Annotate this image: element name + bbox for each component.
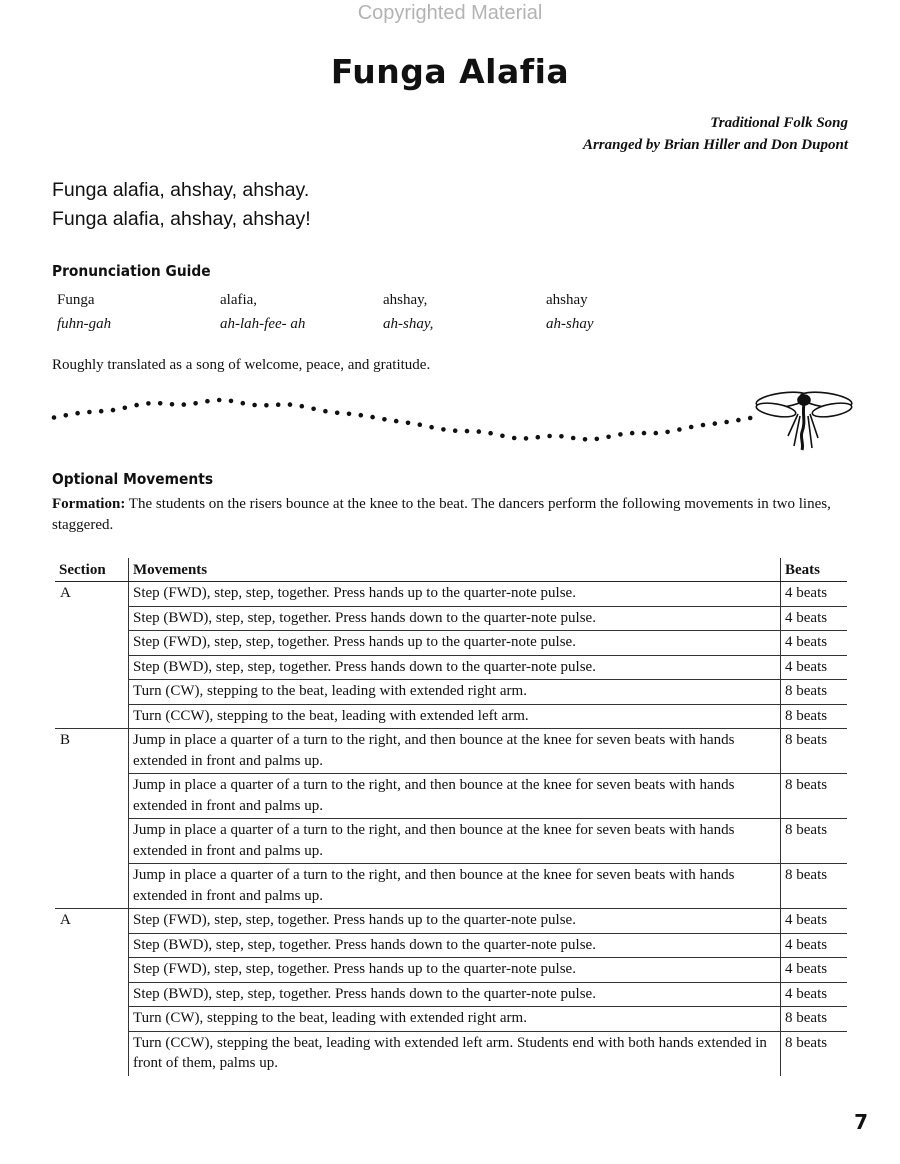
beats-cell: 4 beats xyxy=(781,909,848,934)
table-row xyxy=(55,819,847,864)
page-number: 7 xyxy=(854,1110,868,1134)
pronunciation-column xyxy=(57,288,217,336)
table-row xyxy=(55,1031,847,1076)
path-dot xyxy=(642,431,647,436)
lyrics-line: Funga alafia, ahshay, ahshay! xyxy=(52,208,311,230)
path-dot xyxy=(595,437,600,442)
movements-heading: Optional Movements xyxy=(52,470,214,488)
column-header-section: Section xyxy=(55,558,129,582)
path-dot xyxy=(193,401,198,406)
path-dot xyxy=(606,435,611,440)
beats-cell: 4 beats xyxy=(781,933,848,958)
path-dot xyxy=(394,419,399,424)
formation-text: The students on the risers bounce at the knee to the beat. The dancers perform the following movements in two lines, staggered. xyxy=(52,496,831,533)
path-dot xyxy=(276,402,281,407)
table-row xyxy=(55,582,847,607)
path-dot xyxy=(429,425,434,430)
movement-cell: Step (BWD), step, step, together. Press hands down to the quarter-note pulse. xyxy=(129,655,781,680)
path-dot xyxy=(665,430,670,435)
beats-cell: 4 beats xyxy=(781,982,848,1007)
path-dot xyxy=(583,437,588,442)
path-dot xyxy=(382,417,387,422)
movement-cell: Jump in place a quarter of a turn to the right, and then bounce at the knee for seven beats with hands extended in front and palms up. xyxy=(129,864,781,909)
path-dot xyxy=(488,431,493,436)
movement-cell: Step (FWD), step, step, together. Press hands up to the quarter-note pulse. xyxy=(129,909,781,934)
beats-cell: 8 beats xyxy=(781,729,848,774)
lyrics xyxy=(52,176,311,234)
table-row xyxy=(55,864,847,909)
movement-cell: Step (BWD), step, step, together. Press hands down to the quarter-note pulse. xyxy=(129,933,781,958)
movement-cell: Step (FWD), step, step, together. Press hands up to the quarter-note pulse. xyxy=(129,631,781,656)
table-row xyxy=(55,606,847,631)
path-dot xyxy=(288,402,293,407)
movement-cell: Turn (CCW), stepping to the beat, leading with extended left arm. xyxy=(129,704,781,729)
table-row xyxy=(55,729,847,774)
path-dot xyxy=(359,413,364,418)
path-dot xyxy=(311,407,316,412)
movement-cell: Step (FWD), step, step, together. Press hands up to the quarter-note pulse. xyxy=(129,582,781,607)
pronunciation-column xyxy=(383,288,543,336)
pronunciation-heading: Pronunciation Guide xyxy=(52,262,211,280)
section-label: A xyxy=(55,582,129,729)
dotted-path-illustration xyxy=(40,380,860,460)
beats-cell: 8 beats xyxy=(781,774,848,819)
table-row xyxy=(55,774,847,819)
path-dot xyxy=(52,415,57,420)
path-dot xyxy=(724,420,729,425)
path-dot xyxy=(500,434,505,439)
pronunciation-word: ahshay xyxy=(546,292,588,308)
beats-cell: 4 beats xyxy=(781,631,848,656)
pronunciation-sound: ah-shay xyxy=(546,316,594,332)
path-dot xyxy=(677,427,682,432)
path-dot xyxy=(99,409,104,414)
pronunciation-column xyxy=(220,288,380,336)
beats-cell: 4 beats xyxy=(781,582,848,607)
dragonfly-icon xyxy=(755,389,852,450)
path-dot xyxy=(170,402,175,407)
beats-cell: 8 beats xyxy=(781,864,848,909)
pronunciation-word: ahshay, xyxy=(383,292,428,308)
path-dot xyxy=(111,408,116,413)
beats-cell: 4 beats xyxy=(781,606,848,631)
pronunciation-column xyxy=(546,288,706,336)
beats-cell: 8 beats xyxy=(781,819,848,864)
movement-cell: Step (BWD), step, step, together. Press hands down to the quarter-note pulse. xyxy=(129,606,781,631)
beats-cell: 4 beats xyxy=(781,655,848,680)
column-header-beats: Beats xyxy=(781,558,848,582)
path-dot xyxy=(158,401,163,406)
path-dot xyxy=(252,403,257,408)
song-credits xyxy=(583,112,848,156)
movement-cell: Turn (CW), stepping to the beat, leading with extended right arm. xyxy=(129,1007,781,1032)
formation-label: Formation: xyxy=(52,496,126,512)
movement-cell: Jump in place a quarter of a turn to the right, and then bounce at the knee for seven beats with hands extended in front and palms up. xyxy=(129,729,781,774)
path-dot xyxy=(748,416,753,421)
beats-cell: 8 beats xyxy=(781,680,848,705)
movement-cell: Jump in place a quarter of a turn to the right, and then bounce at the knee for seven beats with hands extended in front and palms up. xyxy=(129,774,781,819)
path-dot xyxy=(300,404,305,409)
path-dot xyxy=(205,399,210,404)
table-header-row xyxy=(55,558,847,582)
path-dot xyxy=(347,412,352,417)
path-dot xyxy=(536,435,541,440)
beats-cell: 8 beats xyxy=(781,704,848,729)
path-dot xyxy=(406,421,411,426)
path-dot xyxy=(559,434,564,439)
path-dot xyxy=(75,411,80,416)
path-dot xyxy=(736,418,741,423)
path-dot xyxy=(182,402,187,407)
column-header-movements: Movements xyxy=(129,558,781,582)
path-dot xyxy=(512,436,517,441)
path-dot xyxy=(264,403,269,408)
path-dot xyxy=(87,410,92,415)
path-dot xyxy=(547,434,552,439)
dotted-line-icon xyxy=(52,398,753,442)
path-dot xyxy=(453,428,458,433)
page-title: Funga Alafia xyxy=(330,52,570,91)
path-dot xyxy=(654,431,659,436)
path-dot xyxy=(323,409,328,414)
path-dot xyxy=(571,436,576,441)
table-row xyxy=(55,933,847,958)
movement-cell: Jump in place a quarter of a turn to the right, and then bounce at the knee for seven beats with hands extended in front and palms up. xyxy=(129,819,781,864)
table-row xyxy=(55,1007,847,1032)
pronunciation-word: alafia, xyxy=(220,292,258,308)
credit-arrangers: Arranged by Brian Hiller and Don Dupont xyxy=(582,137,848,153)
path-dot xyxy=(241,401,246,406)
path-dot xyxy=(418,422,423,427)
credit-origin: Traditional Folk Song xyxy=(710,115,848,131)
beats-cell: 4 beats xyxy=(781,958,848,983)
path-dot xyxy=(689,425,694,430)
table-row xyxy=(55,909,847,934)
beats-cell: 8 beats xyxy=(785,1034,828,1051)
translation-note: Roughly translated as a song of welcome, peace, and gratitude. xyxy=(52,357,431,373)
movement-cell: Step (BWD), step, step, together. Press hands down to the quarter-note pulse. xyxy=(129,982,781,1007)
table-row xyxy=(55,958,847,983)
path-dot xyxy=(123,406,128,411)
path-dot xyxy=(229,399,234,404)
path-dot xyxy=(524,436,529,441)
movement-cell: Turn (CCW), stepping the beat, leading with extended left arm. Students end with both hands extended in front of them, palms up. xyxy=(129,1031,781,1076)
pronunciation-sound: fuhn-gah xyxy=(57,316,112,332)
path-dot xyxy=(335,411,340,416)
section-label: A xyxy=(55,909,129,1076)
path-dot xyxy=(618,432,623,437)
pronunciation-sound: ah-lah-fee- ah xyxy=(220,316,306,332)
section-label: B xyxy=(55,729,129,909)
path-dot xyxy=(630,431,635,436)
table-row xyxy=(55,631,847,656)
path-dot xyxy=(701,423,706,428)
path-dot xyxy=(217,398,222,403)
path-dot xyxy=(465,429,470,434)
copyright-watermark: Copyrighted Material xyxy=(357,2,543,24)
beats-cell: 8 beats xyxy=(781,1007,848,1032)
path-dot xyxy=(477,429,482,434)
pronunciation-sound: ah-shay, xyxy=(383,316,434,332)
path-dot xyxy=(370,415,375,420)
formation-paragraph xyxy=(52,494,842,536)
table-row xyxy=(55,982,847,1007)
path-dot xyxy=(134,403,139,408)
pronunciation-word: Funga xyxy=(57,292,95,308)
movements-table xyxy=(55,558,847,1076)
table-row xyxy=(55,680,847,705)
path-dot xyxy=(146,401,151,406)
table-row xyxy=(55,655,847,680)
path-dot xyxy=(713,421,718,426)
movement-cell: Step (FWD), step, step, together. Press hands up to the quarter-note pulse. xyxy=(129,958,781,983)
movement-cell: Turn (CW), stepping to the beat, leading with extended right arm. xyxy=(129,680,781,705)
table-row xyxy=(55,704,847,729)
path-dot xyxy=(64,413,69,418)
lyrics-line: Funga alafia, ahshay, ahshay. xyxy=(52,179,310,201)
path-dot xyxy=(441,427,446,432)
